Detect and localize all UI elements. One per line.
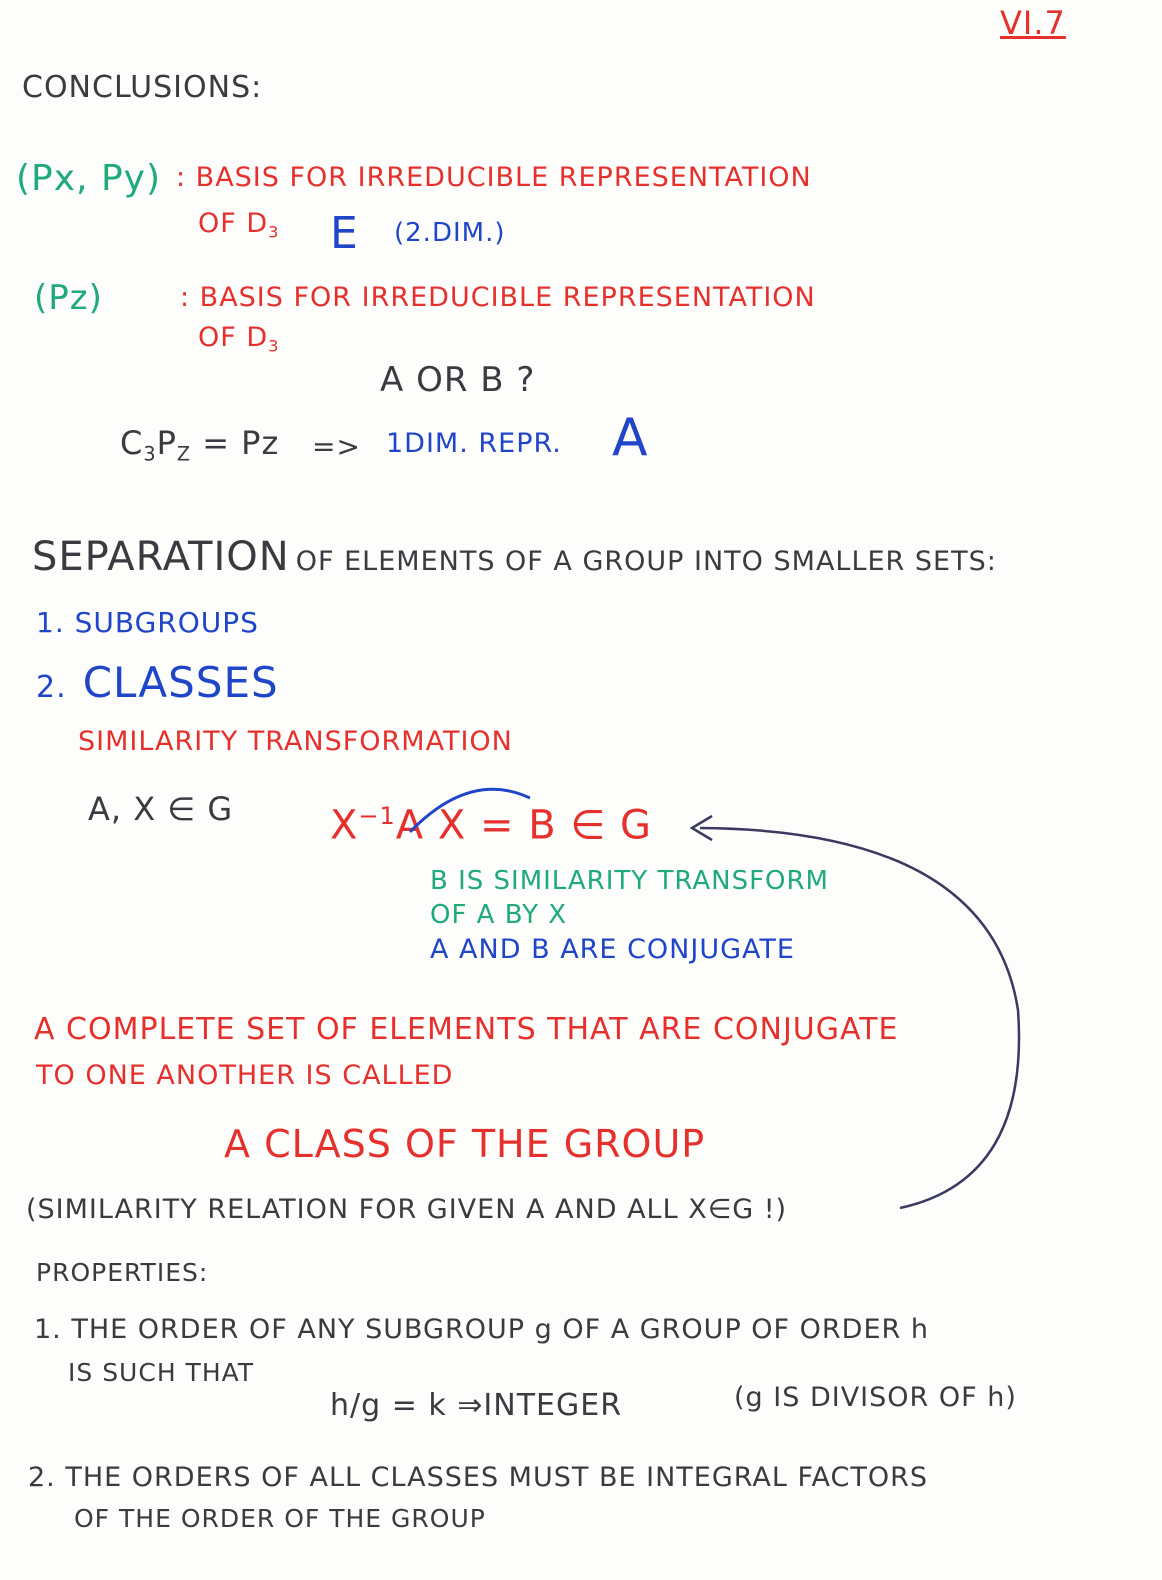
similarity-note-line1: B IS SIMILARITY TRANSFORM [430, 866, 829, 896]
rep-symbol-a: A [612, 408, 649, 468]
class-of-group-term: A CLASS OF THE GROUP [224, 1122, 706, 1166]
conclusions-heading: CONCLUSIONS: [22, 70, 263, 105]
similarity-transformation-title: SIMILARITY TRANSFORMATION [78, 726, 513, 757]
pxpy-basis-label: (Px, Py) [16, 158, 162, 199]
c3-pz-equation: $C_3P_Z = Pz$ [120, 424, 280, 466]
definition-line2: TO ONE ANOTHER IS CALLED [36, 1060, 454, 1091]
back-arrow-head [692, 816, 712, 840]
similarity-relation-note: (SIMILARITY RELATION FOR GIVEN A AND ALL X∈G !) [26, 1194, 788, 1225]
rep-symbol-e: E [330, 208, 359, 259]
definition-line1: A COMPLETE SET OF ELEMENTS THAT ARE CONJUGATE [34, 1012, 899, 1047]
property-1-formula: h/g = k ⇒INTEGER [330, 1388, 623, 1423]
item-classes: 2. CLASSES [36, 658, 279, 707]
similarity-note-line2: OF A BY X [430, 900, 568, 930]
pz-basis-label: (Pz) [34, 278, 103, 318]
conjugate-note: A AND B ARE CONJUGATE [430, 934, 795, 965]
one-dim-repr: 1DIM. REPR. [386, 428, 562, 459]
property-1-line1: 1. THE ORDER OF ANY SUBGROUP g OF A GROUP OF ORDER h [34, 1314, 929, 1345]
pxpy-group-label: OF $D_3$ [198, 208, 280, 242]
property-2-line1: 2. THE ORDERS OF ALL CLASSES MUST BE INTEGRAL FACTORS [28, 1462, 929, 1493]
implies-arrow: => [312, 430, 361, 463]
property-1-line2: IS SUCH THAT [68, 1358, 255, 1387]
properties-heading: PROPERTIES: [36, 1258, 209, 1287]
similarity-equation: $X^{-1}A$ X = B ∈ G [330, 802, 652, 849]
page-number: VI.7 [1000, 4, 1066, 42]
a-x-in-g: A, X ∈ G [88, 790, 234, 828]
property-1-note: (g IS DIVISOR OF h) [734, 1382, 1017, 1413]
pz-group-label: OF $D_3$ [198, 322, 280, 356]
rep-dim-note: (2.DIM.) [394, 218, 506, 248]
a-or-b-question: A OR B ? [380, 360, 536, 400]
pz-basis-text: : BASIS FOR IRREDUCIBLE REPRESENTATION [180, 282, 816, 313]
separation-heading: SEPARATION OF ELEMENTS OF A GROUP INTO SMALLER SETS: [32, 534, 997, 580]
property-2-line2: OF THE ORDER OF THE GROUP [74, 1504, 486, 1533]
item-subgroups: 1. SUBGROUPS [36, 606, 259, 639]
pxpy-basis-text: : BASIS FOR IRREDUCIBLE REPRESENTATION [176, 162, 812, 193]
